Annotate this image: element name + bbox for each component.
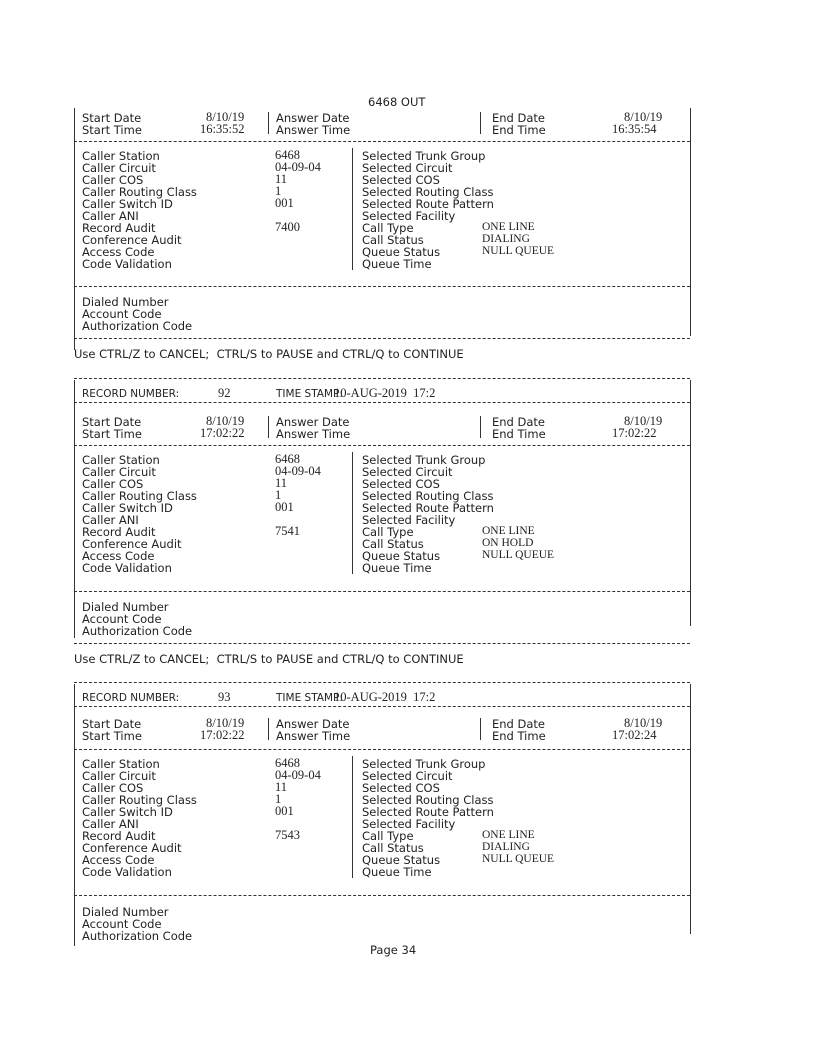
end-date-value: 8/10/19 bbox=[624, 414, 663, 428]
field-label: Caller Switch ID bbox=[82, 501, 173, 515]
divider bbox=[268, 416, 269, 438]
answer-date-label: Answer Date bbox=[276, 111, 350, 125]
field-label: Queue Status bbox=[362, 853, 441, 867]
divider bbox=[352, 148, 353, 270]
field-label: Caller Station bbox=[82, 757, 160, 771]
field-label: Queue Time bbox=[362, 561, 432, 575]
field-label: Caller Circuit bbox=[82, 161, 156, 175]
divider bbox=[268, 718, 269, 740]
answer-date-label: Answer Date bbox=[276, 415, 350, 429]
authorization-code-label: Authorization Code bbox=[82, 319, 193, 333]
call-status-value: DIALING bbox=[482, 233, 530, 245]
field-label: Queue Time bbox=[362, 257, 432, 271]
divider bbox=[480, 416, 481, 438]
field-label: Selected COS bbox=[362, 477, 440, 491]
field-value: 04-09-04 bbox=[275, 464, 321, 478]
field-label: Caller Switch ID bbox=[82, 805, 173, 819]
end-date-value: 8/10/19 bbox=[624, 716, 663, 730]
field-label: Access Code bbox=[82, 853, 155, 867]
left-border bbox=[74, 108, 75, 350]
start-date-label: Start Date bbox=[82, 111, 142, 125]
field-label: Selected COS bbox=[362, 173, 440, 187]
field-label: Call Status bbox=[362, 537, 424, 551]
field-label: Selected Circuit bbox=[362, 769, 453, 783]
right-border bbox=[690, 380, 691, 626]
end-date-value: 8/10/19 bbox=[624, 110, 663, 124]
time-stamp-value: 10-AUG-2019 17:2 bbox=[334, 386, 436, 400]
divider bbox=[352, 756, 353, 878]
field-value: 6468 bbox=[275, 148, 300, 162]
field-label: Selected Circuit bbox=[362, 161, 453, 175]
field-value: 11 bbox=[275, 476, 288, 490]
field-label: Caller Routing Class bbox=[82, 793, 197, 807]
field-label: Caller Station bbox=[82, 149, 160, 163]
start-time-label: Start Time bbox=[82, 729, 142, 743]
field-label: Caller Routing Class bbox=[82, 489, 197, 503]
field-label: Selected Routing Class bbox=[362, 793, 494, 807]
call-status-value: DIALING bbox=[482, 841, 530, 853]
field-value: 7543 bbox=[275, 828, 300, 842]
record-number-value: 92 bbox=[218, 386, 231, 400]
field-label: Caller COS bbox=[82, 477, 144, 491]
answer-date-label: Answer Date bbox=[276, 717, 350, 731]
field-label: Caller ANI bbox=[82, 209, 139, 223]
field-label: Selected Circuit bbox=[362, 465, 453, 479]
field-label: Record Audit bbox=[82, 221, 156, 235]
record-number-value: 93 bbox=[218, 690, 231, 704]
field-label: Selected Facility bbox=[362, 513, 456, 527]
field-label: Selected Route Pattern bbox=[362, 501, 494, 515]
field-label: Queue Time bbox=[362, 865, 432, 879]
field-value: 11 bbox=[275, 780, 288, 794]
separator bbox=[74, 895, 690, 896]
field-label: Record Audit bbox=[82, 525, 156, 539]
answer-time-label: Answer Time bbox=[276, 427, 351, 441]
field-label: Caller Circuit bbox=[82, 465, 156, 479]
account-code-label: Account Code bbox=[82, 612, 162, 626]
field-label: Record Audit bbox=[82, 829, 156, 843]
left-border bbox=[74, 684, 75, 946]
field-label: Selected Facility bbox=[362, 209, 456, 223]
authorization-code-label: Authorization Code bbox=[82, 929, 193, 943]
call-status-value: ON HOLD bbox=[482, 537, 534, 549]
time-stamp-label: TIME STAMP: bbox=[276, 692, 343, 704]
divider bbox=[480, 112, 481, 134]
field-label: Caller Routing Class bbox=[82, 185, 197, 199]
record-number-label: RECORD NUMBER: bbox=[82, 388, 180, 400]
page-number: Page 34 bbox=[370, 943, 417, 957]
field-label: Call Status bbox=[362, 841, 424, 855]
time-stamp-label: TIME STAMP: bbox=[276, 388, 343, 400]
start-time-label: Start Time bbox=[82, 427, 142, 441]
field-label: Call Type bbox=[362, 829, 414, 843]
field-label: Caller Switch ID bbox=[82, 197, 173, 211]
field-label: Code Validation bbox=[82, 561, 172, 575]
field-label: Conference Audit bbox=[82, 841, 182, 855]
start-date-value: 8/10/19 bbox=[206, 110, 245, 124]
separator bbox=[74, 141, 690, 142]
field-value: 7400 bbox=[275, 220, 300, 234]
field-value: 001 bbox=[275, 500, 294, 514]
field-value: 04-09-04 bbox=[275, 160, 321, 174]
start-date-value: 8/10/19 bbox=[206, 414, 245, 428]
separator bbox=[74, 643, 690, 644]
separator bbox=[74, 286, 690, 287]
record-title: 6468 OUT bbox=[368, 95, 426, 109]
separator bbox=[74, 402, 690, 403]
end-date-label: End Date bbox=[492, 415, 545, 429]
start-time-value: 17:02:22 bbox=[200, 728, 245, 742]
queue-status-value: NULL QUEUE bbox=[482, 549, 555, 561]
start-time-value: 17:02:22 bbox=[200, 426, 245, 440]
divider bbox=[352, 452, 353, 574]
field-label: Caller Station bbox=[82, 453, 160, 467]
separator bbox=[74, 682, 690, 683]
separator bbox=[74, 706, 690, 707]
end-time-label: End Time bbox=[492, 123, 546, 137]
field-label: Conference Audit bbox=[82, 233, 182, 247]
field-label: Access Code bbox=[82, 245, 155, 259]
call-type-value: ONE LINE bbox=[482, 829, 535, 841]
field-label: Call Type bbox=[362, 525, 414, 539]
queue-status-value: NULL QUEUE bbox=[482, 853, 555, 865]
field-label: Caller Circuit bbox=[82, 769, 156, 783]
authorization-code-label: Authorization Code bbox=[82, 624, 193, 638]
divider bbox=[268, 112, 269, 134]
start-date-label: Start Date bbox=[82, 717, 142, 731]
field-label: Selected Facility bbox=[362, 817, 456, 831]
field-value: 6468 bbox=[275, 452, 300, 466]
field-value: 1 bbox=[275, 488, 282, 502]
field-label: Selected Trunk Group bbox=[362, 149, 486, 163]
account-code-label: Account Code bbox=[82, 917, 162, 931]
field-label: Call Status bbox=[362, 233, 424, 247]
field-value: 6468 bbox=[275, 756, 300, 770]
field-label: Selected Routing Class bbox=[362, 185, 494, 199]
end-time-value: 16:35:54 bbox=[612, 122, 657, 136]
end-time-value: 17:02:24 bbox=[612, 728, 657, 742]
record-number-label: RECORD NUMBER: bbox=[82, 692, 180, 704]
right-border bbox=[690, 108, 691, 336]
field-value: 7541 bbox=[275, 524, 300, 538]
field-value: 1 bbox=[275, 792, 282, 806]
end-date-label: End Date bbox=[492, 717, 545, 731]
end-time-value: 17:02:22 bbox=[612, 426, 657, 440]
separator bbox=[74, 378, 690, 379]
field-label: Selected Route Pattern bbox=[362, 805, 494, 819]
field-label: Selected Trunk Group bbox=[362, 453, 486, 467]
end-time-label: End Time bbox=[492, 729, 546, 743]
start-time-label: Start Time bbox=[82, 123, 142, 137]
field-label: Caller ANI bbox=[82, 513, 139, 527]
dialed-number-label: Dialed Number bbox=[82, 600, 169, 614]
field-label: Access Code bbox=[82, 549, 155, 563]
field-label: Code Validation bbox=[82, 865, 172, 879]
field-value: 04-09-04 bbox=[275, 768, 321, 782]
call-type-value: ONE LINE bbox=[482, 221, 535, 233]
field-label: Selected Routing Class bbox=[362, 489, 494, 503]
dialed-number-label: Dialed Number bbox=[82, 905, 169, 919]
field-label: Queue Status bbox=[362, 549, 441, 563]
field-label: Caller ANI bbox=[82, 817, 139, 831]
field-label: Selected Trunk Group bbox=[362, 757, 486, 771]
account-code-label: Account Code bbox=[82, 307, 162, 321]
left-border bbox=[74, 380, 75, 638]
field-label: Selected Route Pattern bbox=[362, 197, 494, 211]
separator bbox=[74, 445, 690, 446]
time-stamp-value: 10-AUG-2019 17:2 bbox=[334, 690, 436, 704]
field-label: Conference Audit bbox=[82, 537, 182, 551]
answer-time-label: Answer Time bbox=[276, 123, 351, 137]
start-date-label: Start Date bbox=[82, 415, 142, 429]
end-time-label: End Time bbox=[492, 427, 546, 441]
right-border bbox=[690, 684, 691, 934]
separator bbox=[74, 749, 690, 750]
dialed-number-label: Dialed Number bbox=[82, 295, 169, 309]
separator bbox=[74, 338, 690, 339]
cancel-instructions: Use CTRL/Z to CANCEL; CTRL/S to PAUSE and CTRL/Q to CONTINUE bbox=[74, 347, 464, 361]
field-label: Code Validation bbox=[82, 257, 172, 271]
start-date-value: 8/10/19 bbox=[206, 716, 245, 730]
field-value: 001 bbox=[275, 196, 294, 210]
field-label: Caller COS bbox=[82, 781, 144, 795]
separator bbox=[74, 591, 690, 592]
field-label: Selected COS bbox=[362, 781, 440, 795]
start-time-value: 16:35:52 bbox=[200, 122, 245, 136]
field-label: Caller COS bbox=[82, 173, 144, 187]
cancel-instructions: Use CTRL/Z to CANCEL; CTRL/S to PAUSE and CTRL/Q to CONTINUE bbox=[74, 652, 464, 666]
field-value: 001 bbox=[275, 804, 294, 818]
field-label: Queue Status bbox=[362, 245, 441, 259]
answer-time-label: Answer Time bbox=[276, 729, 351, 743]
call-type-value: ONE LINE bbox=[482, 525, 535, 537]
queue-status-value: NULL QUEUE bbox=[482, 245, 555, 257]
end-date-label: End Date bbox=[492, 111, 545, 125]
field-value: 1 bbox=[275, 184, 282, 198]
field-label: Call Type bbox=[362, 221, 414, 235]
divider bbox=[480, 718, 481, 740]
field-value: 11 bbox=[275, 172, 288, 186]
